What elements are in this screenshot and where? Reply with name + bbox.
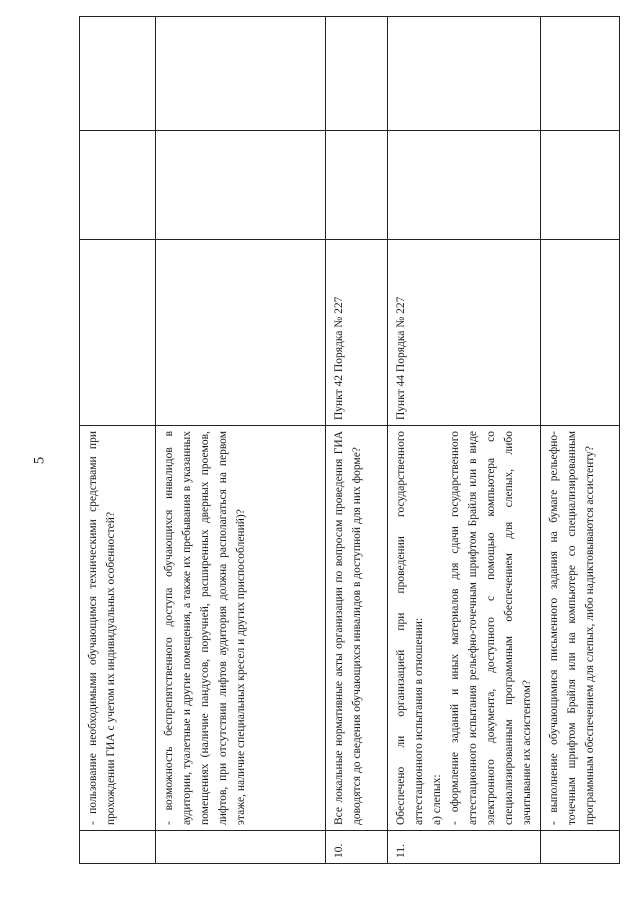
table-row <box>156 17 326 864</box>
answer-cell <box>541 17 620 131</box>
checklist-table-rotated <box>79 28 620 864</box>
reference-cell: Пункт 42 Порядка № 227 <box>326 240 388 426</box>
question-cell <box>156 426 326 831</box>
reference-cell: Пункт 44 Порядка № 227 <box>388 240 541 426</box>
reference-cell <box>541 240 620 426</box>
answer-cell <box>388 131 541 240</box>
row-number: 11. <box>388 831 541 864</box>
table-row <box>388 17 541 864</box>
page-number: 5 <box>31 456 48 465</box>
question-text: - пользование необходимыми обучающимся техническими средствами при прохождении ГИА с учетом их индивидуальных особенностей? <box>87 431 117 825</box>
reference-cell <box>80 240 156 426</box>
question-text: - выполнение обучающимися письменного задания на бумаге рельефно-точечным шрифтом Брайля или на компьютере со специализированным программным обеспечением для слепых, либо надиктовываются ассистенту? <box>548 431 596 825</box>
table-row <box>326 17 388 864</box>
question-subheading: а) слепых: <box>431 774 443 825</box>
answer-cell <box>388 17 541 131</box>
question-text: - оформление заданий и иных материалов для сдачи государственного аттестационного испытания рельефно-точечным шрифтом Брайля или в виде электронного документа, доступного с помощью компьютера со специализированным программным обеспечением для слепых, либо зачитывание их ассистентом? <box>449 431 533 825</box>
checklist-table <box>79 16 620 864</box>
question-cell <box>541 426 620 831</box>
answer-cell <box>80 17 156 131</box>
row-number <box>541 831 620 864</box>
answer-cell <box>80 131 156 240</box>
question-text: - возможность беспрепятственного доступа обучающихся инвалидов в аудитории, туалетные и другие помещения, а также их пребывания в указанных помещениях (наличие пандусов, поручней, расширенных дверных проемов, лифтов, при отсутствии лифтов аудитория должна располагаться на первом этаже, наличие специальных кресел и других приспособлений)? <box>163 431 247 825</box>
question-text: Обеспечено ли организацией при проведении государственного аттестационного испытания в отношении: <box>395 431 425 825</box>
reference-cell <box>156 240 326 426</box>
question-cell <box>326 426 388 831</box>
row-number <box>80 831 156 864</box>
answer-cell <box>326 17 388 131</box>
answer-cell <box>541 131 620 240</box>
answer-cell <box>156 17 326 131</box>
question-cell <box>388 426 541 831</box>
table-row <box>541 17 620 864</box>
answer-cell <box>326 131 388 240</box>
table-row <box>80 17 156 864</box>
answer-cell <box>156 131 326 240</box>
row-number: 10. <box>326 831 388 864</box>
question-cell <box>80 426 156 831</box>
row-number <box>156 831 326 864</box>
question-text: Все локальные нормативные акты организации по вопросам проведения ГИА доводятся до сведения обучающихся инвалидов в доступной для них форме? <box>333 431 363 825</box>
